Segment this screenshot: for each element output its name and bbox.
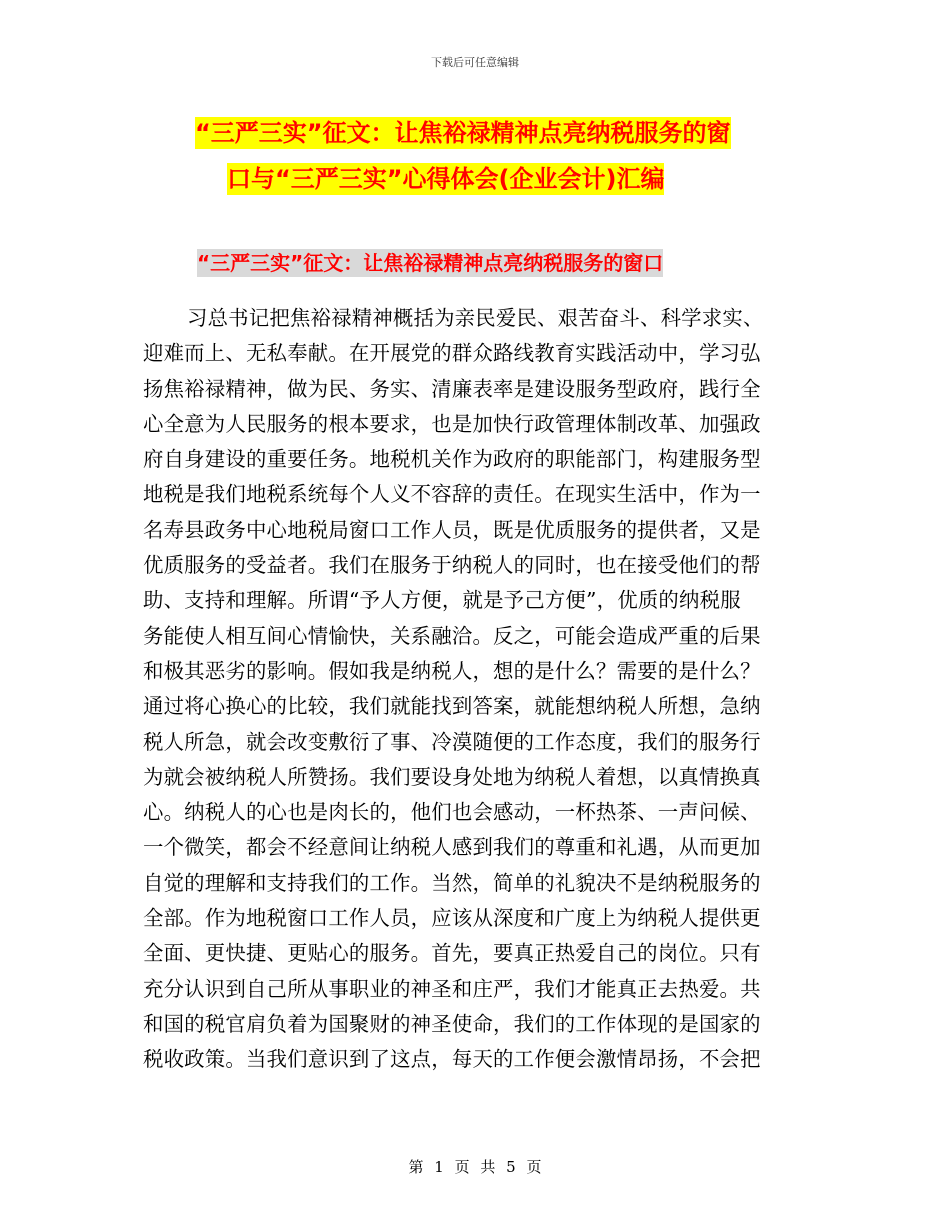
body-line: 一个微笑，都会不经意间让纳税人感到我们的尊重和礼遇，从而更加 [143, 835, 761, 860]
page-header-note: 下载后可任意编辑 [431, 56, 519, 69]
body-line: 助、支持和理解。所谓“予人方便，就是予己方便”，优质的纳税服 [143, 588, 741, 613]
section-title-text: “三严三实”征文：让焦裕禄精神点亮纳税服务的窗口 [197, 251, 664, 275]
document-title-line-2 [195, 156, 815, 202]
document-title-line-1 [195, 110, 815, 156]
body-line: 全面、更快捷、更贴心的服务。首先，要真正热爱自己的岗位。只有 [143, 941, 761, 966]
body-line: 心全意为人民服务的根本要求，也是加快行政管理体制改革、加强政 [143, 411, 761, 436]
body-line: 府自身建设的重要任务。地税机关作为政府的职能部门，构建服务型 [143, 447, 761, 472]
body-line: 税人所急，就会改变敷衍了事、冷漠随便的工作态度，我们的服务行 [143, 729, 761, 754]
body-line: 优质服务的受益者。我们在服务于纳税人的同时，也在接受他们的帮 [143, 553, 761, 578]
body-line: 为就会被纳税人所赞扬。我们要设身处地为纳税人着想，以真情换真 [143, 764, 761, 789]
body-line: 和国的税官肩负着为国聚财的神圣使命，我们的工作体现的是国家的 [143, 1011, 761, 1036]
body-line: 习总书记把焦裕禄精神概括为亲民爱民、艰苦奋斗、科学求实、 [187, 306, 764, 330]
document-title-line-2-text: 口与“三严三实”心得体会(企业会计)汇编 [227, 165, 665, 193]
body-line: 名寿县政务中心地税局窗口工作人员，既是优质服务的提供者，又是 [143, 517, 761, 542]
body-line: 充分认识到自己所从事职业的神圣和庄严，我们才能真正去热爱。共 [143, 976, 761, 1001]
body-line: 务能使人相互间心情愉快，关系融洽。反之，可能会造成严重的后果 [143, 623, 761, 648]
document-title [195, 110, 815, 202]
body-line: 地税是我们地税系统每个人义不容辞的责任。在现实生活中，作为一 [143, 482, 761, 507]
body-line: 心。纳税人的心也是肉长的，他们也会感动，一杯热茶、一声问候、 [143, 800, 761, 825]
section-title [197, 247, 663, 279]
body-line: 自觉的理解和支持我们的工作。当然，简单的礼貌决不是纳税服务的 [143, 870, 761, 895]
body-line: 和极其恶劣的影响。假如我是纳税人，想的是什么？需要的是什么？ [143, 658, 761, 683]
body-line: 全部。作为地税窗口工作人员，应该从深度和广度上为纳税人提供更 [143, 906, 761, 931]
body-paragraph [143, 301, 799, 1078]
body-line: 扬焦裕禄精神，做为民、务实、清廉表率是建设服务型政府，践行全 [143, 376, 761, 401]
body-line: 迎难而上、无私奉献。在开展党的群众路线教育实践活动中，学习弘 [143, 341, 761, 366]
page-footer: 第 1 页 共 5 页 [408, 1158, 542, 1176]
document-title-line-1-text: “三严三实”征文：让焦裕禄精神点亮纳税服务的窗 [195, 119, 731, 147]
body-line: 通过将心换心的比较，我们就能找到答案，就能想纳税人所想，急纳 [143, 694, 761, 719]
body-line: 税收政策。当我们意识到了这点，每天的工作便会激情昂扬，不会把 [143, 1047, 761, 1072]
